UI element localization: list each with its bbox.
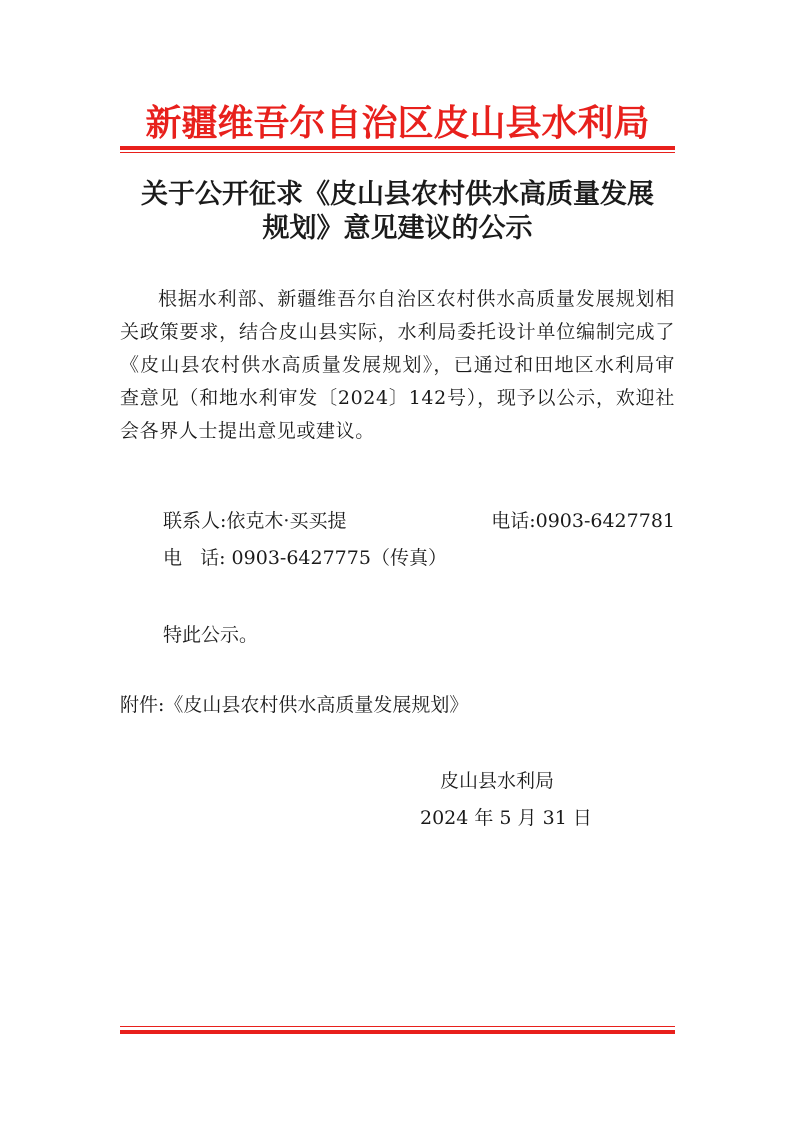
footer-rule-thin	[120, 1026, 675, 1027]
closing-notice: 特此公示。	[163, 624, 259, 646]
document-title	[110, 178, 685, 246]
contact-phone: 电话:0903-6427781	[491, 510, 675, 532]
signature-date: 2024 年 5 月 31 日	[420, 807, 592, 829]
signature-org: 皮山县水利局	[440, 770, 555, 792]
document-title-line-2: 规划》意见建议的公示	[262, 213, 533, 244]
letterhead-rule-thin	[120, 152, 675, 153]
letterhead-title: 新疆维吾尔自治区皮山县水利局	[145, 103, 650, 144]
contact-row-2	[163, 543, 675, 573]
contact-fax: 电 话: 0903-6427775（传真）	[163, 547, 447, 569]
body-paragraph: 根据水利部、新疆维吾尔自治区农村供水高质量发展规划相关政策要求，结合皮山县实际，水利局委托设计单位编制完成了《皮山县农村供水高质量发展规划》，已通过和田地区水利局审查意见（和地水利审发〔2024〕142号），现予以公示，欢迎社会各界人士提出意见或建议。	[120, 288, 675, 442]
footer-rule-thick	[120, 1030, 675, 1034]
contact-person: 联系人:依克木·买买提	[163, 510, 347, 532]
letterhead-rule-thick	[120, 146, 675, 150]
contact-row-1	[163, 506, 675, 536]
attachment-line: 附件:《皮山县农村供水高质量发展规划》	[120, 694, 469, 716]
document-title-line-1: 关于公开征求《皮山县农村供水高质量发展	[141, 179, 654, 210]
